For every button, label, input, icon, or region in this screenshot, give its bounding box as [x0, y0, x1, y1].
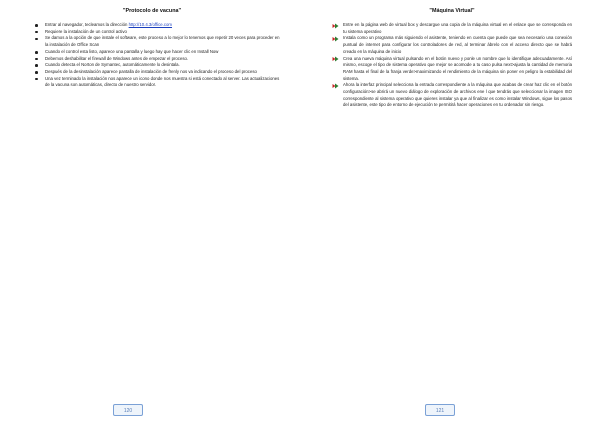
left-bullet-list — [34, 22, 280, 89]
list-item-text: Después de la desinstalación aparece pantalla de instalación de frenly nos va indicando el proceso del proceso — [45, 68, 257, 74]
list-item-text: Entre en la página web de virtual box y descargue una copia de la máquina virtual en el enlace que se corresponda en tu sistema operativo — [343, 22, 572, 34]
list-item — [34, 56, 280, 63]
list-item — [34, 49, 280, 56]
list-item — [34, 69, 280, 76]
list-item — [34, 22, 280, 29]
list-item-text: Debemos deshabilitar el firewall de Windows antes de empezar el proceso. — [45, 55, 189, 61]
right-page-title: "Máquina Virtual" — [429, 8, 475, 14]
arrow-bullet-icon — [332, 56, 339, 62]
list-item-text: Cuando el control esta listo, aparece una pantalla y luego hay que hacer clic en Install Now — [45, 48, 219, 54]
arrow-bullet-icon — [332, 83, 339, 89]
list-item — [332, 35, 572, 55]
arrow-bullet-icon — [332, 36, 339, 42]
bullet-dot-icon — [35, 71, 38, 74]
list-item — [332, 82, 572, 109]
bullet-dot-icon — [35, 38, 38, 41]
list-item-text: Se damos a la opción de que instale el software, este proceso a lo mejor lo tenemos que repetir 20 veces para proceder en la instalación de Office Scan — [45, 35, 280, 48]
arrow-bullet-icon — [332, 23, 339, 29]
bullet-dot-icon — [35, 51, 38, 54]
bullet-dot-icon — [35, 24, 38, 27]
list-item-text: Entrar al navegador, tecleamos la dirección — [45, 22, 129, 27]
list-item-text: Instala como un programa más siguiendo el asistente, teniendo en cuenta que puede que sea necesario una conexión puntual de internet para configurar los controladores de red, al terminar ábrelo con el acceso directo que se habrá creado en la máquina de inicio — [343, 35, 572, 54]
list-item-text: Una vez terminado la instalación nos aparece un icono donde nos muestra si está conectado al server. Las actualizaciones de la vacuna son automáticas, directo de nuestro servidor. — [45, 75, 280, 88]
list-item-text: Ahora la interfaz principal selecciona la entrada correspondiente a la máquina que acabas de crear haz clic en el botón configuración>se abrirá un nuevo diálogo de exploración de archivos ene l que tendrás que seleccionar la imagen ISO correspondiente al sistema operativo que quieres instalar ya que al finalizar es como instalar Windows, sigue los pasos del asistente, este tipo de entorno de ejecución te permitirá hacer operaciones en tu ordenador sin riesgo. — [343, 82, 572, 108]
right-bullet-list — [332, 22, 572, 109]
left-page-title: "Protocolo de vacuna" — [122, 8, 182, 14]
list-item-text: Requiere la instalación de un control activo — [45, 28, 127, 34]
bullet-dot-icon — [35, 31, 38, 34]
right-page — [300, 0, 600, 424]
list-item — [332, 22, 572, 35]
bullet-dot-icon — [35, 64, 38, 67]
list-item — [34, 76, 280, 89]
list-item — [34, 29, 280, 36]
bullet-dot-icon — [35, 58, 38, 61]
list-item — [332, 56, 572, 83]
page-number-121: 121 — [425, 404, 455, 416]
bullet-dot-icon — [35, 78, 38, 81]
list-item-text: Cuando detecta el Norton de Symantec, automáticamente lo desintala. — [45, 62, 180, 68]
office-url-link[interactable]: http://10.4.3/office.com — [128, 22, 173, 27]
list-item — [34, 35, 280, 48]
page-number-120: 120 — [113, 404, 143, 416]
list-item — [34, 62, 280, 69]
list-item-text: Crea una nueva máquina virtual pulsando en el botón nuevo y ponle un nombre que lo identifique adecuadamente. Así mismo, escoge el tipo de sistema operativo que mejor se acomode a tu caso pulsa next>ajusta la cantidad de memoria RAM hasta el final de la franja verde>maximizando el rendimiento de la máquina sin poner en peligro la estabilidad del sistema. — [343, 55, 572, 81]
